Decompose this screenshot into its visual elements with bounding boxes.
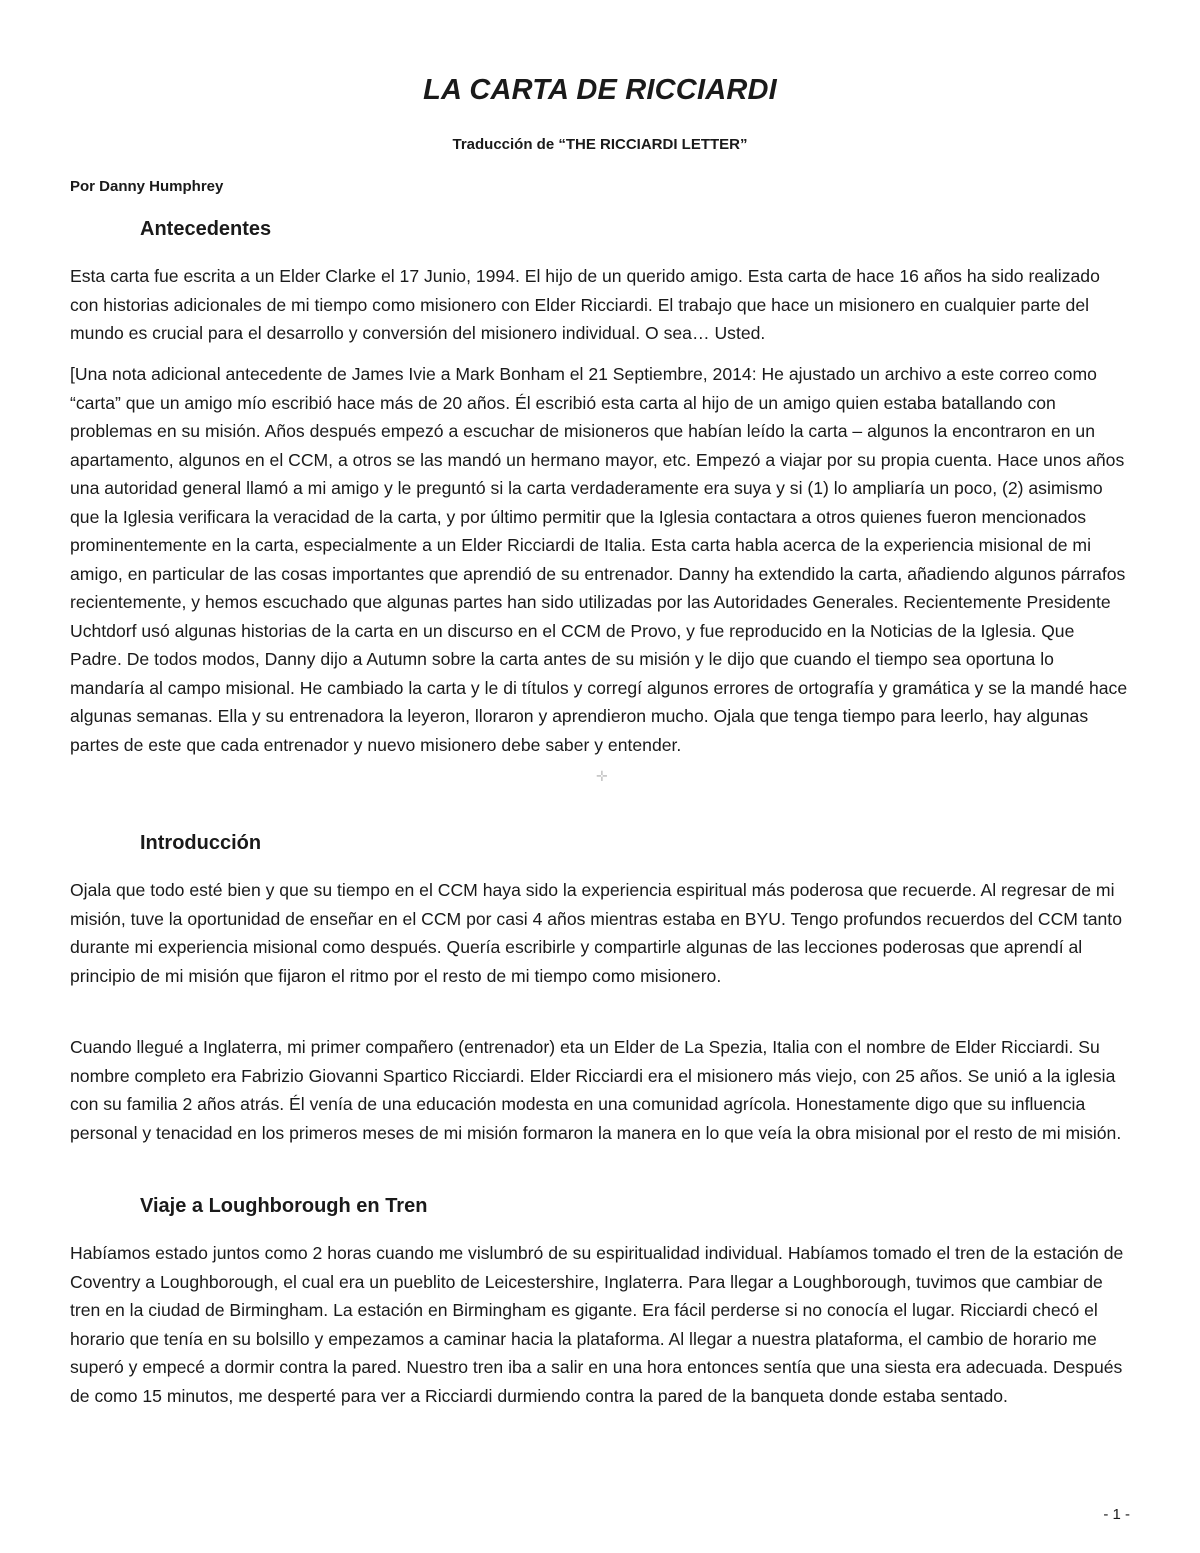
paragraph-viaje-1: Habíamos estado juntos como 2 horas cuando me vislumbró de su espiritualidad individual. Habíamos tomado el tren de la estación de Coventry a Loughborough, el cual era un pueblito de Leicestershire, Inglaterra. Para llegar a Loughborough, tuvimos que cambiar de tren en la ciudad de Birmingham. La estación en Birmingham es gigante. Era fácil perderse si no conocía el lugar. Ricciardi checó el horario que tenía en su bolsillo y empezamos a caminar hacia la plataforma. Al llegar a nuestra plataforma, el cambio de horario me superó y empecé a dormir contra la pared. Nuestro tren iba a salir en una hora entonces sentía que una siesta era adecuada. Después de como 15 minutos, me desperté para ver a Ricciardi durmiendo contra la pared de la banqueta donde estaba sentado. <box>70 1243 1124 1406</box>
section-heading-introduccion: Introducción <box>140 832 262 854</box>
paragraph-introduccion-2: Cuando llegué a Inglaterra, mi primer compañero (entrenador) eta un Elder de La Spezia, Italia con el nombre de Elder Ricciardi. Su nombre completo era Fabrizio Giovanni Spartico Ricciardi. Elder Ricciardi era el misionero más viejo, con 25 años. Se unió a la iglesia con su familia 2 años atrás. Él venía de una educación modesta en una comunidad agrícola. Honestamente digo que su influencia personal y tenacidad en los primeros meses de mi misión formaron la manera en lo que veía la obra misional por el resto de mi misión. <box>70 1037 1122 1143</box>
crosshair-cursor-icon: ✛ <box>596 768 608 784</box>
paragraph-antecedentes-1: Esta carta fue escrita a un Elder Clarke el 17 Junio, 1994. El hijo de un querido amigo. Esta carta de hace 16 años ha sido realizado con historias adicionales de mi tiempo como misionero con Elder Ricciardi. El trabajo que hace un misionero en cualquier parte del mundo es crucial para el desarrollo y conversión del misionero individual. O sea… Usted. <box>70 266 1100 343</box>
paragraph-antecedentes-2: [Una nota adicional antecedente de James Ivie a Mark Bonham el 21 Septiembre, 2014: He ajustado un archivo a este correo como “carta” que un amigo mío escribió hace más de 20 años. Él escribió esta carta al hijo de un amigo quien estaba batallando con problemas en su misión. Años después empezó a escuchar de misioneros que habían leído la carta – algunos la encontraron en un apartamento, algunos en el CCM, a otros se las mandó un hermano mayor, etc. Empezó a viajar por su propia cuenta. Hace unos años una autoridad general llamó a mi amigo y le preguntó si la carta verdaderamente era suya y si (1) lo ampliaría un poco, (2) asimismo que la Iglesia verificara la veracidad de la carta, y por último permitir que la Iglesia contactara a otros quienes fueron mencionados prominentemente en la carta, especialmente a un Elder Ricciardi de Italia. Esta carta habla acerca de la experiencia misional de mi amigo, en particular de las cosas importantes que aprendió de su entrenador. Danny ha extendido la carta, añadiendo algunos párrafos recientemente, y hemos escuchado que algunas partes han sido utilizadas por las Autoridades Generales. Recientemente Presidente Uchtdorf usó algunas historias de la carta en un discurso en el CCM de Provo, y fue reproducido en la Noticias de la Iglesia. Que Padre. De todos modos, Danny dijo a Autumn sobre la carta antes de su misión y le dijo que cuando el tiempo sea oportuna lo mandaría al campo misional. He cambiado la carta y le di títulos y corregí algunos errores de ortografía y gramática y se la mandé hace algunas semanas. Ella y su entrenadora la leyeron, lloraron y aprendieron mucho. Ojala que tenga tiempo para leerlo, hay algunas partes de este que cada entrenador y nuevo misionero debe saber y entender. <box>70 364 1128 755</box>
page-number: - 1 - <box>1103 1506 1130 1523</box>
section-heading-viaje: Viaje a Loughborough en Tren <box>140 1195 428 1217</box>
document-title: LA CARTA DE RICCIARDI <box>423 74 777 106</box>
document-page <box>70 0 1130 1553</box>
document-author: Por Danny Humphrey <box>70 178 224 195</box>
document-subtitle: Traducción de “THE RICCIARDI LETTER” <box>452 136 748 153</box>
section-heading-antecedentes: Antecedentes <box>140 218 272 240</box>
paragraph-introduccion-1: Ojala que todo esté bien y que su tiempo en el CCM haya sido la experiencia espiritual más poderosa que recuerde. Al regresar de mi misión, tuve la oportunidad de enseñar en el CCM por casi 4 años mientras estaba en BYU. Tengo profundos recuerdos del CCM tanto durante mi experiencia misional como después. Quería escribirle y compartirle algunas de las lecciones poderosas que aprendí al principio de mi misión que fijaron el ritmo por el resto de mi tiempo como misionero. <box>70 880 1122 986</box>
